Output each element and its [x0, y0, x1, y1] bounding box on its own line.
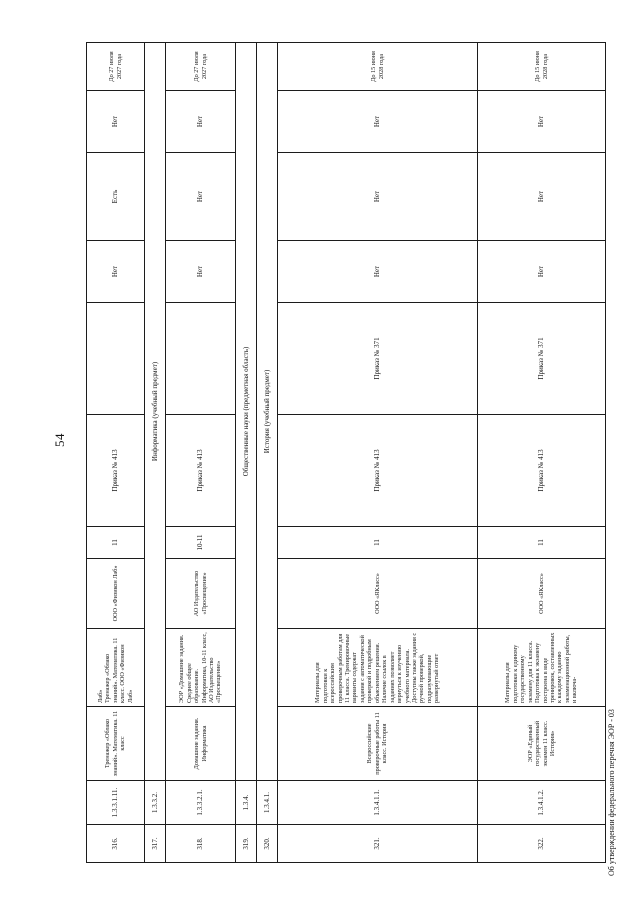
paid-flag: Нет	[278, 153, 478, 241]
row-number: 318.	[166, 825, 236, 863]
publisher: АО Издательство «Просвещение»	[166, 559, 236, 629]
header-fragment: Лаб»	[96, 689, 104, 703]
section-heading: Общественные науки (предметная область)	[236, 43, 257, 781]
publisher: ООО «ЯКласс»	[278, 559, 478, 629]
order-b	[166, 303, 236, 415]
order-b: Приказ № 371	[278, 303, 478, 415]
paid-flag: Есть	[87, 153, 145, 241]
row-code: 1.3.3.2.1.	[166, 781, 236, 825]
adapted-flag: Нет	[478, 241, 606, 303]
table-row	[278, 43, 478, 863]
order-a: Приказ № 413	[278, 415, 478, 527]
row-number: 321.	[278, 825, 478, 863]
resource-title: Домашние задания. Информатика	[166, 707, 236, 781]
valid-until: До 15 июня 2028 года	[278, 43, 478, 91]
order-a: Приказ № 413	[478, 415, 606, 527]
grade: 10-11	[166, 527, 236, 559]
valid-until: До 27 июля 2027 года	[166, 43, 236, 91]
order-b	[87, 303, 145, 415]
row-number: 320.	[257, 825, 278, 863]
row-number: 319.	[236, 825, 257, 863]
row-code: 1.3.4.	[236, 781, 257, 825]
limited-flag: Нет	[166, 91, 236, 153]
section-heading: Информатика (учебный предмет)	[145, 43, 166, 781]
grade: 11	[278, 527, 478, 559]
limited-flag: Нет	[87, 91, 145, 153]
publisher: ООО «ЯКласс»	[478, 559, 606, 629]
row-code: 1.3.4.1.2.	[478, 781, 606, 825]
paid-flag: Нет	[478, 153, 606, 241]
order-b: Приказ № 371	[478, 303, 606, 415]
row-number: 316.	[87, 825, 145, 863]
publisher: ООО «Физикон Лаб»	[87, 559, 145, 629]
resource-title: Всероссийские проверочные работы 11 класс. История	[278, 707, 478, 781]
eor-list-table	[86, 42, 606, 863]
row-code: 1.3.3.2.	[145, 781, 166, 825]
section-heading: История (учебный предмет)	[257, 43, 278, 781]
valid-until: До 27 июля 2027 года	[87, 43, 145, 91]
table-row	[87, 43, 145, 863]
resource-title: ЭОР «Единый государственный экзамен 11 класс. История»	[478, 707, 606, 781]
row-number: 317.	[145, 825, 166, 863]
row-code: 1.3.4.1.	[257, 781, 278, 825]
rotated-table-container	[86, 43, 606, 863]
table-row	[257, 43, 278, 863]
order-a: Приказ № 413	[166, 415, 236, 527]
order-a: Приказ № 413	[87, 415, 145, 527]
resource-description	[87, 629, 145, 707]
row-code: 1.3.4.1.1.	[278, 781, 478, 825]
resource-title: Тренажер «Облако знаний». Математика. 11 класс	[87, 707, 145, 781]
table-row	[478, 43, 606, 863]
table-row	[166, 43, 236, 863]
table-row	[145, 43, 166, 863]
adapted-flag: Нет	[278, 241, 478, 303]
row-code: 1.3.3.1.11.	[87, 781, 145, 825]
limited-flag: Нет	[278, 91, 478, 153]
footer-note: Об утверждении федерального перечня ЭОР - 03	[607, 709, 616, 876]
paid-flag: Нет	[166, 153, 236, 241]
limited-flag: Нет	[478, 91, 606, 153]
resource-description: ЭОР «Домашние задания. Среднее общее образование. Информатика, 10-11 класс, АО Издательство «Просвещение»	[166, 629, 236, 707]
grade: 11	[87, 527, 145, 559]
valid-until: До 15 июня 2028 года	[478, 43, 606, 91]
table-row	[236, 43, 257, 863]
page-number: 54	[52, 433, 67, 447]
resource-description: Материалы для подготовки к всероссийским проверочным работам для 11 класса. Тренировочные варианты содержат задания с автоматической проверкой и подробным объяснением решения. Наличие ссылок в заданиях позволяет вернуться к изучению учебного материала. Доступны также задания с ручной проверкой, подразумевающие развернутый ответ	[278, 629, 478, 707]
adapted-flag: Нет	[87, 241, 145, 303]
grade: 11	[478, 527, 606, 559]
description-text: Тренажер «Облако знаний». Математика. 11 класс. ООО «Физикон Лаб»	[104, 637, 134, 703]
row-number: 322.	[478, 825, 606, 863]
resource-description: Материалы для подготовки к единому государственному экзамену для 11 класса. Подготовка к экзамену построена в виде тренировок, составленных к каждому заданию экзаменационной работы, и включа-	[478, 629, 606, 707]
adapted-flag: Нет	[166, 241, 236, 303]
